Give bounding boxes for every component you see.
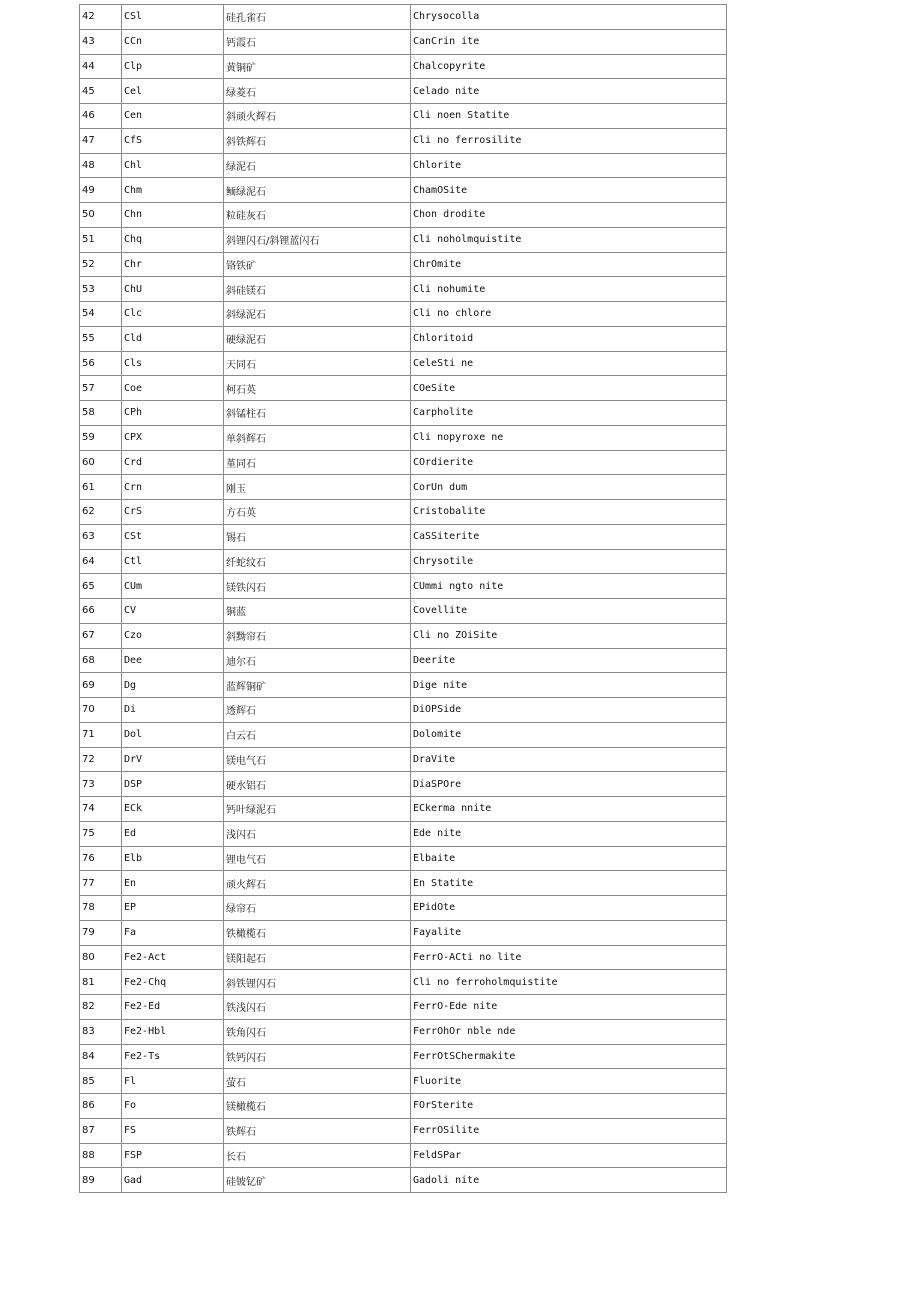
mineral-abbreviation: Dee	[122, 648, 224, 673]
row-number: 68	[80, 648, 122, 673]
mineral-name-english: DiOPSide	[411, 698, 727, 723]
mineral-name-english: Celado nite	[411, 79, 727, 104]
row-number: 48	[80, 153, 122, 178]
row-number: 78	[80, 896, 122, 921]
row-number: 56	[80, 351, 122, 376]
row-number: 60	[80, 450, 122, 475]
table-row	[80, 450, 727, 475]
mineral-name-chinese: 硬水铝石	[224, 772, 411, 797]
mineral-name-chinese: 钙霞石	[224, 29, 411, 54]
row-number: 67	[80, 623, 122, 648]
mineral-abbreviation: Fa	[122, 920, 224, 945]
mineral-abbreviation: Fl	[122, 1069, 224, 1094]
mineral-name-chinese: 绿帘石	[224, 896, 411, 921]
table-row	[80, 203, 727, 228]
mineral-name-english: Chrysotile	[411, 549, 727, 574]
mineral-abbreviation: En	[122, 871, 224, 896]
mineral-abbreviation: Fo	[122, 1094, 224, 1119]
mineral-name-chinese: 迪尔石	[224, 648, 411, 673]
table-row	[80, 425, 727, 450]
row-number: 82	[80, 995, 122, 1020]
row-number: 77	[80, 871, 122, 896]
mineral-abbreviation: CSt	[122, 524, 224, 549]
table-row	[80, 104, 727, 129]
mineral-name-english: ECkerma nnite	[411, 797, 727, 822]
mineral-name-chinese: 镁阳起石	[224, 945, 411, 970]
mineral-abbreviation: Chl	[122, 153, 224, 178]
table-row	[80, 549, 727, 574]
table-row	[80, 302, 727, 327]
mineral-name-chinese: 顽火辉石	[224, 871, 411, 896]
mineral-abbreviation: CrS	[122, 500, 224, 525]
table-row	[80, 5, 727, 30]
table-row	[80, 821, 727, 846]
mineral-name-english: CeleSti ne	[411, 351, 727, 376]
mineral-name-english: COrdierite	[411, 450, 727, 475]
mineral-name-english: Gadoli nite	[411, 1168, 727, 1193]
row-number: 86	[80, 1094, 122, 1119]
table-row	[80, 574, 727, 599]
mineral-abbreviation: Coe	[122, 376, 224, 401]
row-number: 69	[80, 673, 122, 698]
mineral-name-english: Fluorite	[411, 1069, 727, 1094]
row-number: 71	[80, 722, 122, 747]
mineral-name-english: Cli nohumite	[411, 277, 727, 302]
table-row	[80, 252, 727, 277]
row-number: 73	[80, 772, 122, 797]
table-row	[80, 29, 727, 54]
mineral-name-chinese: 柯石英	[224, 376, 411, 401]
mineral-abbreviation: ChU	[122, 277, 224, 302]
mineral-name-english: Carpholite	[411, 401, 727, 426]
table-row	[80, 599, 727, 624]
mineral-name-chinese: 斜铁锂闪石	[224, 970, 411, 995]
mineral-name-chinese: 锂电气石	[224, 846, 411, 871]
table-row	[80, 153, 727, 178]
row-number: 62	[80, 500, 122, 525]
row-number: 75	[80, 821, 122, 846]
mineral-name-chinese: 斜顽火辉石	[224, 104, 411, 129]
mineral-abbreviation: Fe2-Hbl	[122, 1019, 224, 1044]
table-row	[80, 1118, 727, 1143]
mineral-name-english: FerrOSilite	[411, 1118, 727, 1143]
mineral-name-chinese: 铁角闪石	[224, 1019, 411, 1044]
table-row	[80, 401, 727, 426]
mineral-name-english: CanCrin ite	[411, 29, 727, 54]
mineral-name-english: Cristobalite	[411, 500, 727, 525]
mineral-name-english: Cli nopyroxe ne	[411, 425, 727, 450]
row-number: 74	[80, 797, 122, 822]
mineral-name-english: FerrO-Ede nite	[411, 995, 727, 1020]
mineral-name-chinese: 浅闪石	[224, 821, 411, 846]
mineral-name-chinese: 堇同石	[224, 450, 411, 475]
mineral-name-chinese: 透辉石	[224, 698, 411, 723]
row-number: 43	[80, 29, 122, 54]
mineral-name-chinese: 铁橄榄石	[224, 920, 411, 945]
mineral-name-english: Chlorite	[411, 153, 727, 178]
table-row	[80, 648, 727, 673]
table-row	[80, 896, 727, 921]
mineral-abbreviation: CfS	[122, 128, 224, 153]
table-row	[80, 1094, 727, 1119]
table-row	[80, 871, 727, 896]
mineral-name-english: Fayalite	[411, 920, 727, 945]
table-row	[80, 1069, 727, 1094]
mineral-name-english: Cli no chlore	[411, 302, 727, 327]
mineral-name-chinese: 镁橄榄石	[224, 1094, 411, 1119]
mineral-name-english: CaSSiterite	[411, 524, 727, 549]
table-row	[80, 178, 727, 203]
mineral-name-chinese: 镁电气石	[224, 747, 411, 772]
row-number: 87	[80, 1118, 122, 1143]
mineral-abbreviation: Dol	[122, 722, 224, 747]
mineral-name-chinese: 斜硅镁石	[224, 277, 411, 302]
mineral-name-english: Chrysocolla	[411, 5, 727, 30]
mineral-name-chinese: 黄铜矿	[224, 54, 411, 79]
mineral-abbreviation: CV	[122, 599, 224, 624]
row-number: 79	[80, 920, 122, 945]
mineral-abbreviation: CUm	[122, 574, 224, 599]
mineral-name-chinese: 铁辉石	[224, 1118, 411, 1143]
mineral-abbreviation: Cls	[122, 351, 224, 376]
table-row	[80, 698, 727, 723]
mineral-abbreviation: DrV	[122, 747, 224, 772]
mineral-abbreviation: Ctl	[122, 549, 224, 574]
mineral-name-english: COeSite	[411, 376, 727, 401]
row-number: 63	[80, 524, 122, 549]
mineral-name-chinese: 斜铁辉石	[224, 128, 411, 153]
row-number: 51	[80, 227, 122, 252]
table-body	[80, 5, 727, 1193]
table-row	[80, 524, 727, 549]
mineral-name-english: Chalcopyrite	[411, 54, 727, 79]
mineral-abbreviation: ECk	[122, 797, 224, 822]
table-row	[80, 797, 727, 822]
row-number: 83	[80, 1019, 122, 1044]
mineral-name-chinese: 刚玉	[224, 475, 411, 500]
table-row	[80, 376, 727, 401]
table-row	[80, 945, 727, 970]
mineral-name-chinese: 斜锂闪石/斜锂蓝闪石	[224, 227, 411, 252]
row-number: 66	[80, 599, 122, 624]
table-row	[80, 128, 727, 153]
mineral-abbreviation: Chn	[122, 203, 224, 228]
table-row	[80, 772, 727, 797]
table-row	[80, 970, 727, 995]
mineral-abbreviation: Crd	[122, 450, 224, 475]
row-number: 80	[80, 945, 122, 970]
mineral-abbreviation: Fe2-Ed	[122, 995, 224, 1020]
row-number: 89	[80, 1168, 122, 1193]
mineral-abbreviation: Gad	[122, 1168, 224, 1193]
row-number: 64	[80, 549, 122, 574]
mineral-name-chinese: 方石英	[224, 500, 411, 525]
mineral-abbreviation: Fe2-Ts	[122, 1044, 224, 1069]
mineral-name-english: Cli no ferroholmquistite	[411, 970, 727, 995]
mineral-name-chinese: 粒硅灰石	[224, 203, 411, 228]
mineral-abbreviation: Di	[122, 698, 224, 723]
mineral-name-chinese: 硅铍钇矿	[224, 1168, 411, 1193]
table-row	[80, 1044, 727, 1069]
table-row	[80, 1019, 727, 1044]
table-row	[80, 673, 727, 698]
mineral-abbreviation: Cel	[122, 79, 224, 104]
row-number: 42	[80, 5, 122, 30]
row-number: 50	[80, 203, 122, 228]
table-row	[80, 995, 727, 1020]
mineral-abbreviation: Chq	[122, 227, 224, 252]
mineral-abbreviation: Czo	[122, 623, 224, 648]
row-number: 46	[80, 104, 122, 129]
row-number: 59	[80, 425, 122, 450]
row-number: 70	[80, 698, 122, 723]
row-number: 53	[80, 277, 122, 302]
mineral-name-chinese: 萤石	[224, 1069, 411, 1094]
row-number: 76	[80, 846, 122, 871]
mineral-name-chinese: 天同石	[224, 351, 411, 376]
mineral-abbreviation: EP	[122, 896, 224, 921]
mineral-name-chinese: 钙叶绿泥石	[224, 797, 411, 822]
mineral-abbreviation: Chr	[122, 252, 224, 277]
mineral-abbreviation: CPX	[122, 425, 224, 450]
mineral-name-chinese: 硅孔雀石	[224, 5, 411, 30]
row-number: 49	[80, 178, 122, 203]
mineral-name-english: FOrSterite	[411, 1094, 727, 1119]
mineral-name-english: Cli no ferrosilite	[411, 128, 727, 153]
table-row	[80, 277, 727, 302]
mineral-name-chinese: 斜黝帘石	[224, 623, 411, 648]
mineral-name-english: FerrO-ACti no lite	[411, 945, 727, 970]
mineral-abbreviation: Cen	[122, 104, 224, 129]
mineral-name-chinese: 绿泥石	[224, 153, 411, 178]
mineral-name-english: Elbaite	[411, 846, 727, 871]
mineral-name-english: Cli noholmquistite	[411, 227, 727, 252]
mineral-abbreviation: FSP	[122, 1143, 224, 1168]
mineral-name-english: Dige nite	[411, 673, 727, 698]
mineral-name-english: EPidOte	[411, 896, 727, 921]
table-row	[80, 722, 727, 747]
table-row	[80, 54, 727, 79]
table-row	[80, 79, 727, 104]
mineral-abbreviation: Cld	[122, 326, 224, 351]
mineral-abbreviation: Elb	[122, 846, 224, 871]
mineral-name-english: FeldSPar	[411, 1143, 727, 1168]
mineral-abbreviation: CCn	[122, 29, 224, 54]
mineral-name-english: ChamOSite	[411, 178, 727, 203]
table-row	[80, 920, 727, 945]
mineral-abbreviation: CPh	[122, 401, 224, 426]
mineral-abbreviation: Chm	[122, 178, 224, 203]
mineral-abbreviation: Fe2-Act	[122, 945, 224, 970]
row-number: 47	[80, 128, 122, 153]
mineral-abbreviation: Clc	[122, 302, 224, 327]
table-row	[80, 351, 727, 376]
mineral-name-english: DiaSPOre	[411, 772, 727, 797]
row-number: 45	[80, 79, 122, 104]
mineral-name-chinese: 斜锰柱石	[224, 401, 411, 426]
mineral-abbreviation: Clp	[122, 54, 224, 79]
mineral-abbreviation: DSP	[122, 772, 224, 797]
mineral-abbreviation: Ed	[122, 821, 224, 846]
table-row	[80, 623, 727, 648]
mineral-name-english: Cli no ZOiSite	[411, 623, 727, 648]
row-number: 54	[80, 302, 122, 327]
mineral-abbreviation-table	[79, 4, 727, 1193]
table-row	[80, 846, 727, 871]
row-number: 44	[80, 54, 122, 79]
mineral-name-english: Covellite	[411, 599, 727, 624]
mineral-name-chinese: 铜蓝	[224, 599, 411, 624]
mineral-name-english: En Statite	[411, 871, 727, 896]
mineral-name-english: Ede nite	[411, 821, 727, 846]
mineral-name-chinese: 镁铁闪石	[224, 574, 411, 599]
mineral-name-english: CUmmi ngto nite	[411, 574, 727, 599]
table-row	[80, 500, 727, 525]
row-number: 58	[80, 401, 122, 426]
mineral-name-english: Cli noen Statite	[411, 104, 727, 129]
mineral-name-english: ChrOmite	[411, 252, 727, 277]
mineral-abbreviation: Crn	[122, 475, 224, 500]
row-number: 85	[80, 1069, 122, 1094]
row-number: 57	[80, 376, 122, 401]
row-number: 72	[80, 747, 122, 772]
mineral-name-chinese: 铁浅闪石	[224, 995, 411, 1020]
mineral-abbreviation: Dg	[122, 673, 224, 698]
row-number: 55	[80, 326, 122, 351]
mineral-name-chinese: 鲕绿泥石	[224, 178, 411, 203]
mineral-name-english: Chon drodite	[411, 203, 727, 228]
mineral-name-chinese: 单斜辉石	[224, 425, 411, 450]
table-row	[80, 326, 727, 351]
row-number: 88	[80, 1143, 122, 1168]
mineral-name-english: Dolomite	[411, 722, 727, 747]
mineral-name-chinese: 白云石	[224, 722, 411, 747]
mineral-name-chinese: 硬绿泥石	[224, 326, 411, 351]
row-number: 84	[80, 1044, 122, 1069]
mineral-name-english: Deerite	[411, 648, 727, 673]
mineral-name-chinese: 绿菱石	[224, 79, 411, 104]
mineral-name-chinese: 长石	[224, 1143, 411, 1168]
mineral-name-chinese: 纤蛇纹石	[224, 549, 411, 574]
row-number: 52	[80, 252, 122, 277]
table-row	[80, 227, 727, 252]
mineral-name-english: FerrOhOr nble nde	[411, 1019, 727, 1044]
row-number: 61	[80, 475, 122, 500]
table-row	[80, 1168, 727, 1193]
mineral-name-chinese: 蓝辉铜矿	[224, 673, 411, 698]
mineral-name-chinese: 斜绿泥石	[224, 302, 411, 327]
row-number: 65	[80, 574, 122, 599]
mineral-abbreviation: Fe2-Chq	[122, 970, 224, 995]
row-number: 81	[80, 970, 122, 995]
mineral-name-chinese: 铬铁矿	[224, 252, 411, 277]
mineral-name-english: DraVite	[411, 747, 727, 772]
table-row	[80, 747, 727, 772]
mineral-name-english: CorUn dum	[411, 475, 727, 500]
mineral-name-english: FerrOtSChermakite	[411, 1044, 727, 1069]
mineral-name-chinese: 铁钙闪石	[224, 1044, 411, 1069]
mineral-abbreviation: CSl	[122, 5, 224, 30]
table-row	[80, 475, 727, 500]
mineral-abbreviation: FS	[122, 1118, 224, 1143]
table-row	[80, 1143, 727, 1168]
mineral-name-chinese: 锡石	[224, 524, 411, 549]
mineral-name-english: Chloritoid	[411, 326, 727, 351]
